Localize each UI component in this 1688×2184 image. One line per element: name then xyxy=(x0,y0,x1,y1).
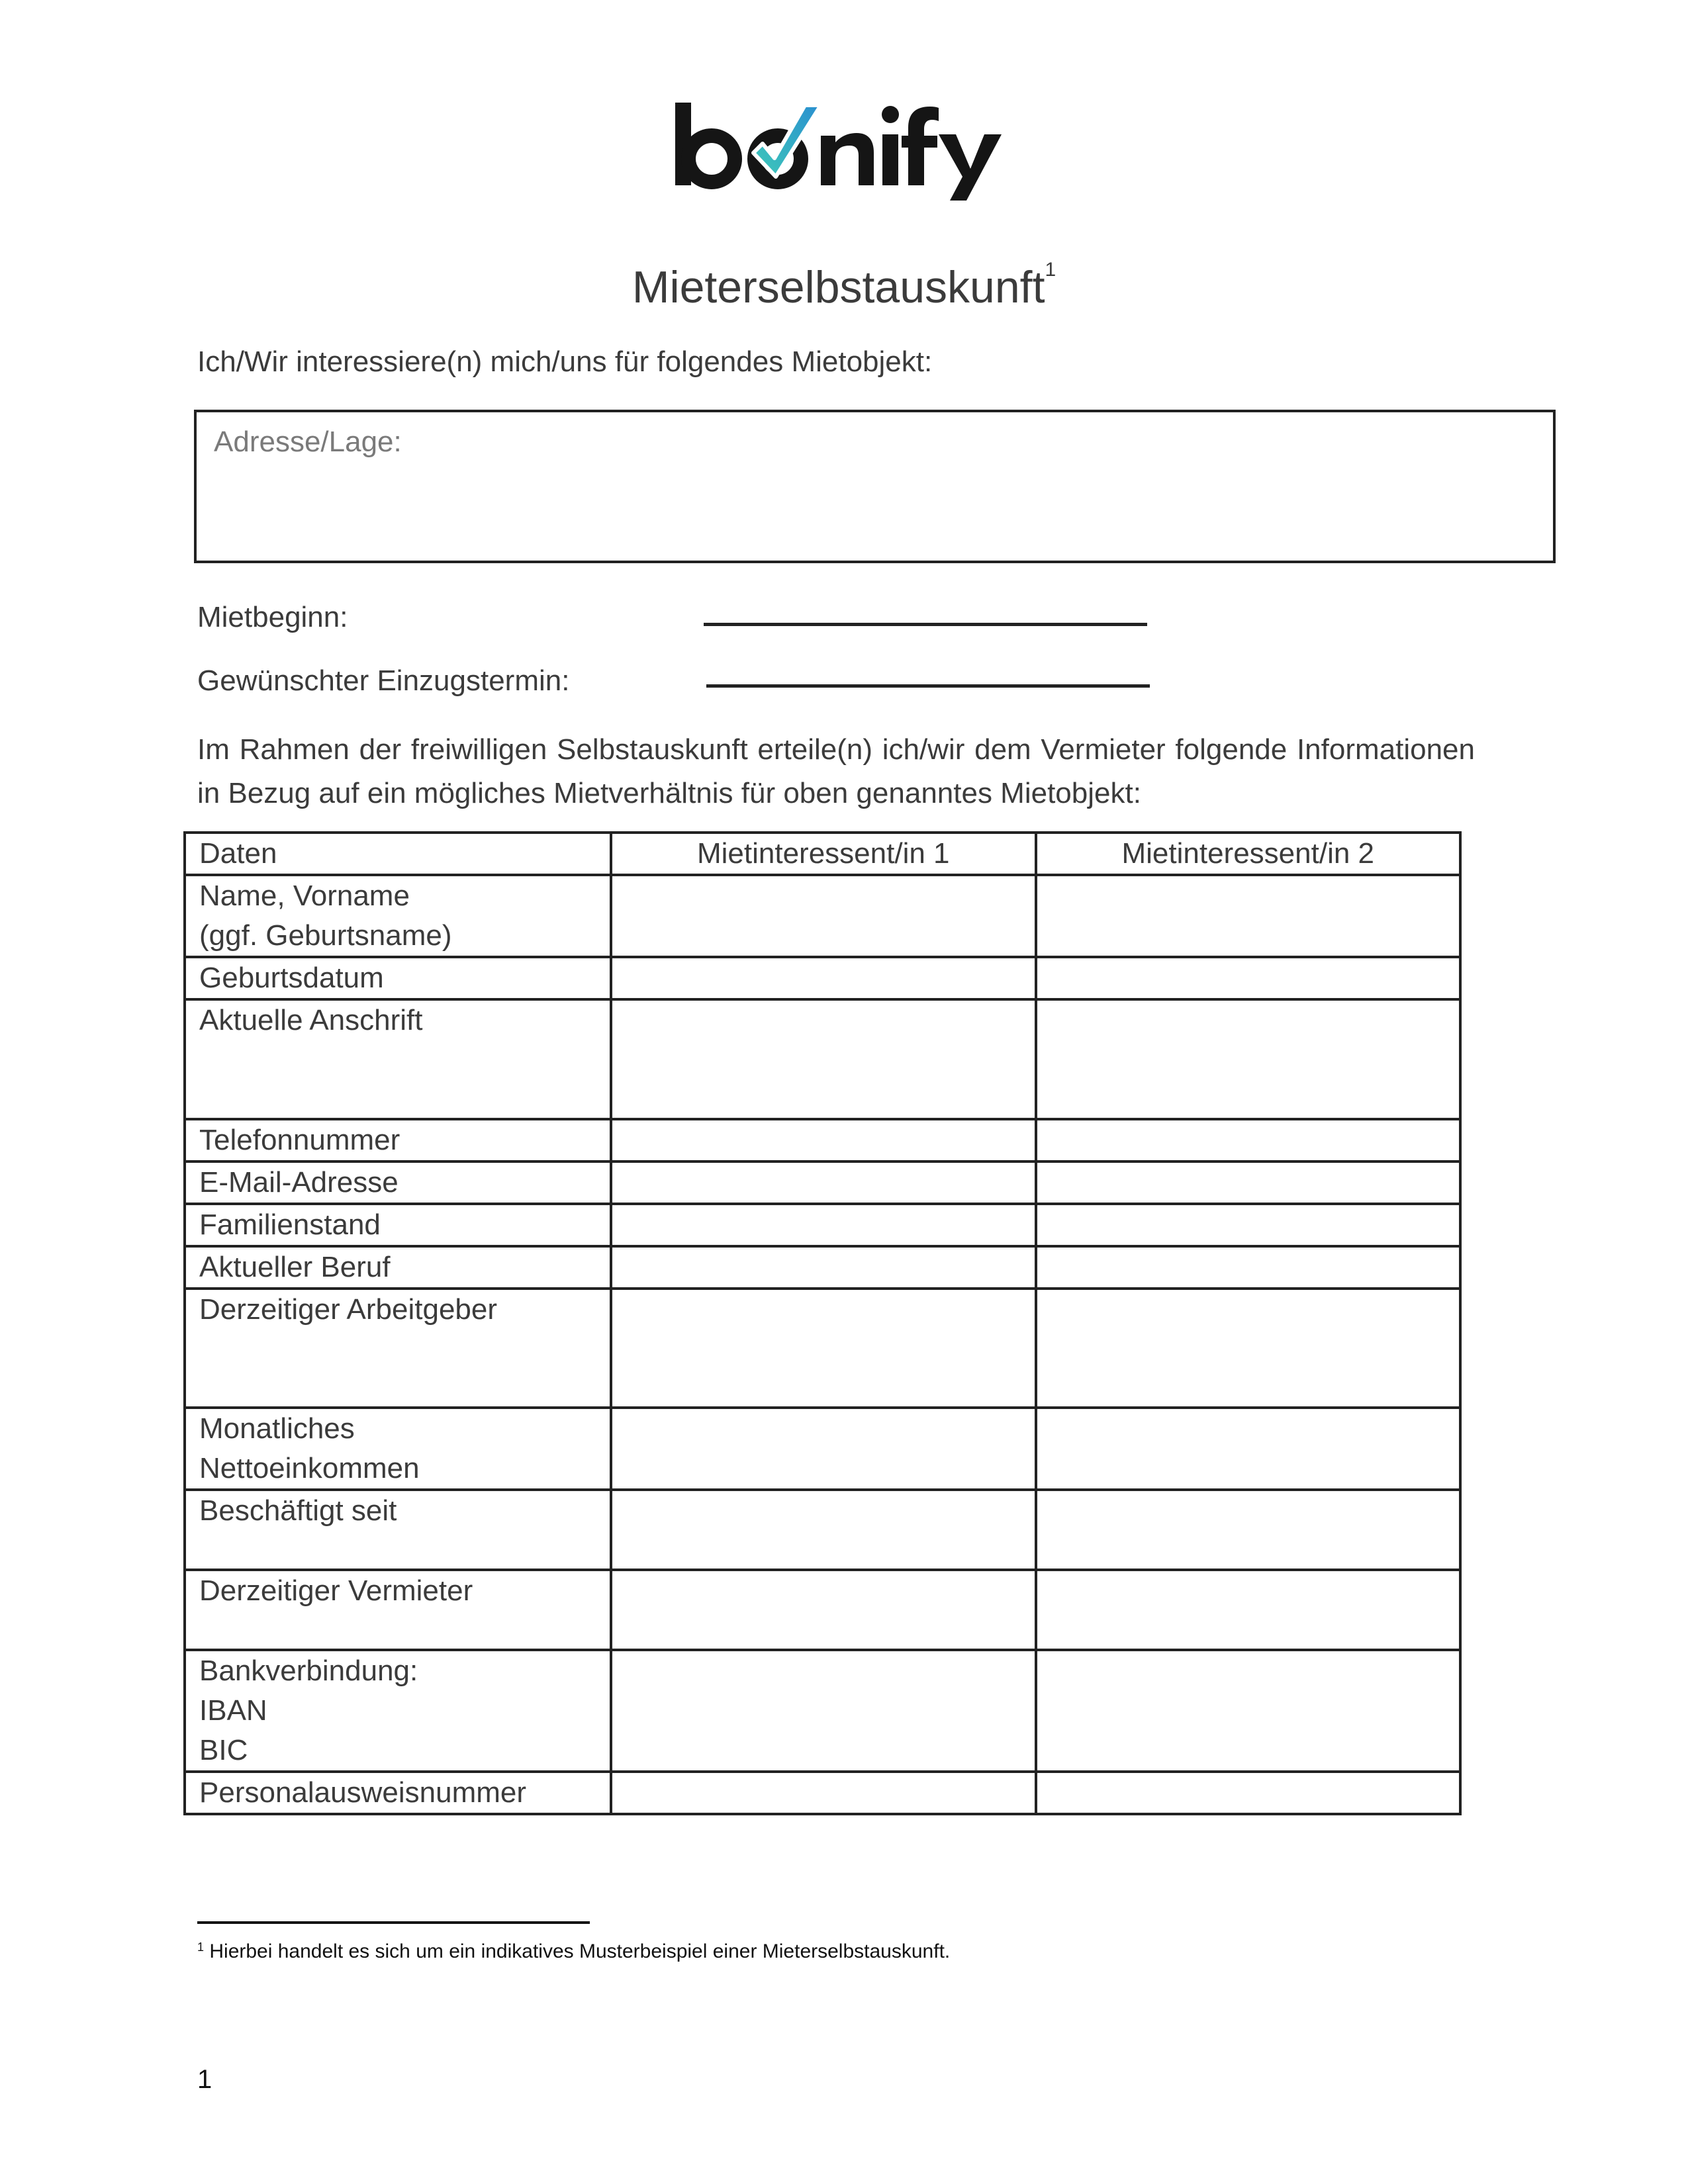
table-header-row xyxy=(185,833,1460,875)
applicant-2-input-cell[interactable] xyxy=(1036,1119,1461,1161)
row-label-line: Name, Vorname xyxy=(199,880,410,912)
applicant-2-input-cell[interactable] xyxy=(1036,1570,1461,1650)
row-label-line: Aktueller Beruf xyxy=(199,1251,391,1283)
applicant-2-input-cell[interactable] xyxy=(1036,1161,1461,1204)
page-number: 1 xyxy=(197,2065,212,2094)
table-row xyxy=(185,1289,1460,1408)
row-label xyxy=(185,1119,611,1161)
einzugstermin-field-line[interactable] xyxy=(706,684,1150,688)
applicant-2-input-cell[interactable] xyxy=(1036,1204,1461,1246)
row-label-line: Bankverbindung: xyxy=(199,1655,418,1687)
table-row xyxy=(185,875,1460,957)
page-title xyxy=(0,261,1688,313)
applicant-2-input-cell[interactable] xyxy=(1036,999,1461,1119)
table-row xyxy=(185,957,1460,999)
row-label-line: Personalausweisnummer xyxy=(199,1776,526,1809)
applicant-1-input-cell[interactable] xyxy=(611,957,1036,999)
table-row xyxy=(185,1246,1460,1289)
address-label: Adresse/Lage: xyxy=(214,426,402,458)
header-data: Daten xyxy=(185,833,611,875)
applicant-2-input-cell[interactable] xyxy=(1036,875,1461,957)
row-label-line: (ggf. Geburtsname) xyxy=(199,919,452,952)
row-label xyxy=(185,1204,611,1246)
row-label-line: BIC xyxy=(199,1734,248,1766)
header-applicant-2: Mietinteressent/in 2 xyxy=(1036,833,1461,875)
row-label xyxy=(185,957,611,999)
row-label xyxy=(185,1570,611,1650)
row-label-line: Familienstand xyxy=(199,1208,381,1241)
row-label xyxy=(185,1772,611,1814)
mietbeginn-label: Mietbeginn: xyxy=(197,601,348,633)
applicant-1-input-cell[interactable] xyxy=(611,1772,1036,1814)
applicant-1-input-cell[interactable] xyxy=(611,1408,1036,1490)
applicant-1-input-cell[interactable] xyxy=(611,1161,1036,1204)
row-label-line: Aktuelle Anschrift xyxy=(199,1004,423,1036)
title-text: Mieterselbstauskunft xyxy=(632,262,1045,312)
intro-text: Ich/Wir interessiere(n) mich/uns für folgendes Mietobjekt: xyxy=(197,345,933,378)
row-label xyxy=(185,1650,611,1772)
footnote-divider xyxy=(197,1921,590,1924)
mietbeginn-field-line[interactable] xyxy=(704,623,1147,626)
header-applicant-1: Mietinteressent/in 1 xyxy=(611,833,1036,875)
bonify-logo xyxy=(675,89,1006,202)
footnote xyxy=(197,1940,950,1963)
table-row xyxy=(185,1204,1460,1246)
table-row xyxy=(185,1490,1460,1570)
applicant-1-input-cell[interactable] xyxy=(611,1570,1036,1650)
footnote-text: Hierbei handelt es sich um ein indikatives Musterbeispiel einer Mieterselbstauskunft. xyxy=(209,1940,951,1962)
row-label xyxy=(185,999,611,1119)
row-label-line: Geburtsdatum xyxy=(199,962,384,994)
row-label xyxy=(185,1161,611,1204)
applicant-2-input-cell[interactable] xyxy=(1036,1246,1461,1289)
applicant-1-input-cell[interactable] xyxy=(611,1246,1036,1289)
applicant-1-input-cell[interactable] xyxy=(611,1650,1036,1772)
applicant-2-input-cell[interactable] xyxy=(1036,1490,1461,1570)
table-row xyxy=(185,1570,1460,1650)
row-label xyxy=(185,1490,611,1570)
applicant-2-input-cell[interactable] xyxy=(1036,1772,1461,1814)
footnote-reference[interactable]: 1 xyxy=(1045,259,1056,281)
row-label-line: IBAN xyxy=(199,1694,267,1727)
applicant-2-input-cell[interactable] xyxy=(1036,1650,1461,1772)
applicant-2-input-cell[interactable] xyxy=(1036,1408,1461,1490)
table-row xyxy=(185,1650,1460,1772)
table-row xyxy=(185,1772,1460,1814)
table-row xyxy=(185,1408,1460,1490)
footnote-mark: 1 xyxy=(197,1940,205,1954)
row-label-line: Derzeitiger Vermieter xyxy=(199,1574,473,1607)
table-row xyxy=(185,1119,1460,1161)
table-row xyxy=(185,1161,1460,1204)
applicant-1-input-cell[interactable] xyxy=(611,1289,1036,1408)
table-row xyxy=(185,999,1460,1119)
row-label-line: Nettoeinkommen xyxy=(199,1452,420,1484)
info-paragraph: Im Rahmen der freiwilligen Selbstauskunft erteile(n) ich/wir dem Vermieter folgende Informationen in Bezug auf ein mögliches Mietverhältnis für oben genanntes Mietobjekt: xyxy=(197,733,1475,809)
row-label xyxy=(185,1289,611,1408)
row-label xyxy=(185,1408,611,1490)
row-label-line: Monatliches xyxy=(199,1412,355,1445)
row-label-line: Beschäftigt seit xyxy=(199,1494,397,1527)
applicant-2-input-cell[interactable] xyxy=(1036,1289,1461,1408)
applicant-1-input-cell[interactable] xyxy=(611,1490,1036,1570)
row-label xyxy=(185,875,611,957)
einzugstermin-label: Gewünschter Einzugstermin: xyxy=(197,664,570,697)
applicant-data-table xyxy=(183,831,1462,1815)
applicant-2-input-cell[interactable] xyxy=(1036,957,1461,999)
row-label-line: Telefonnummer xyxy=(199,1124,400,1156)
applicant-1-input-cell[interactable] xyxy=(611,1204,1036,1246)
applicant-1-input-cell[interactable] xyxy=(611,875,1036,957)
row-label-line: Derzeitiger Arbeitgeber xyxy=(199,1293,498,1326)
row-label xyxy=(185,1246,611,1289)
applicant-1-input-cell[interactable] xyxy=(611,999,1036,1119)
row-label-line: E-Mail-Adresse xyxy=(199,1166,399,1199)
applicant-1-input-cell[interactable] xyxy=(611,1119,1036,1161)
